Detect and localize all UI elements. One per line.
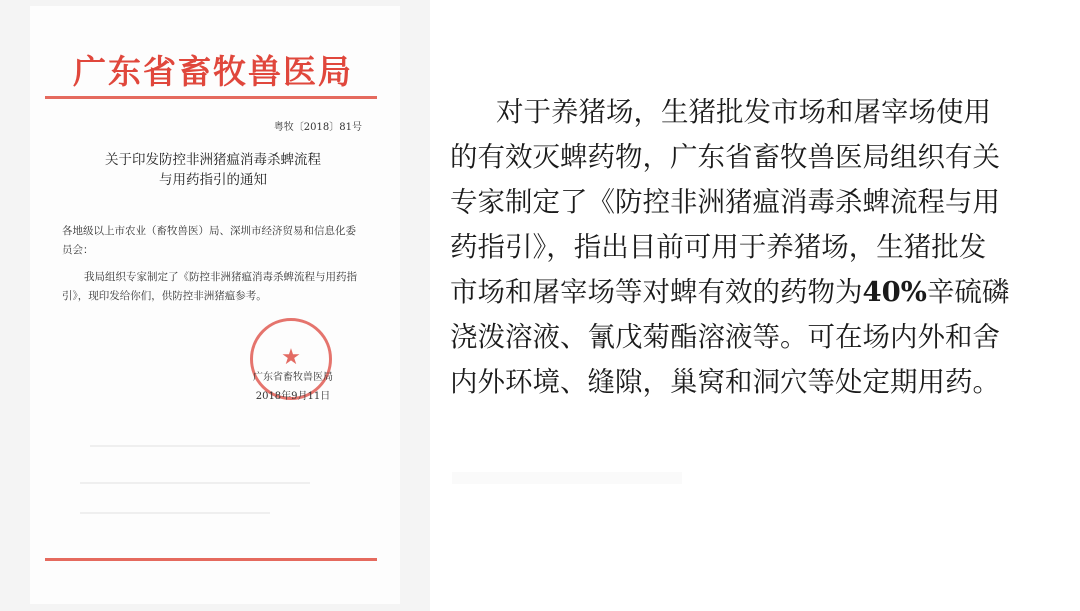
main-paragraph — [450, 90, 1050, 405]
text-line: 药指引》，指出目前可用于养猪场，生猪批发 — [450, 231, 987, 263]
seal-star-icon: ★ — [281, 345, 301, 370]
document-date: 2018年9月11日 — [255, 391, 331, 402]
footer-red-rule — [45, 558, 377, 561]
text-line: 对于养猪场，生猪批发市场和屠宰场使用 — [496, 96, 991, 128]
text-segment: 辛硫磷 — [926, 276, 1010, 308]
document-title — [68, 150, 358, 190]
scanned-document — [0, 0, 430, 611]
document-paragraph: 我局组织专家制定了《防控非洲猪瘟消毒杀蜱流程与用药指引》，现印发给你们，供防控非洲猪瘟参考。 — [62, 271, 357, 302]
document-addressee: 各地级以上市农业（畜牧兽医）局、深圳市经济贸易和信息化委员会： — [62, 225, 356, 256]
document-signature-block — [238, 368, 348, 406]
faint-background-bar — [452, 472, 682, 484]
text-line: 内外环境、缝隙，巢窝和洞穴等处定期用药。 — [450, 366, 1000, 398]
document-title-line2: 与用药指引的通知 — [159, 172, 267, 188]
text-line-with-concentration — [450, 270, 1050, 315]
document-body — [62, 222, 362, 306]
faded-line — [80, 482, 310, 484]
text-line: 专家制定了《防控非洲猪瘟消毒杀蜱流程与用 — [450, 186, 1000, 218]
faded-line — [80, 512, 270, 514]
concentration-value: 40% — [862, 276, 927, 308]
document-title-line1: 关于印发防控非洲猪瘟消毒杀蜱流程 — [105, 152, 321, 168]
document-header: 广东省畜牧兽医局 — [73, 52, 353, 91]
header-red-rule — [45, 96, 377, 99]
document-signature: 广东省畜牧兽医局 — [253, 372, 333, 383]
text-line: 浇泼溶液、氰戊菊酯溶液等。可在场内外和舍 — [450, 321, 1000, 353]
faded-line — [90, 445, 300, 447]
text-segment: 市场和屠宰场等对蜱有效的药物为 — [450, 276, 863, 308]
document-number: 粤牧〔2018〕81号 — [273, 122, 362, 133]
text-line: 的有效灭蜱药物，广东省畜牧兽医局组织有关 — [450, 141, 1000, 173]
